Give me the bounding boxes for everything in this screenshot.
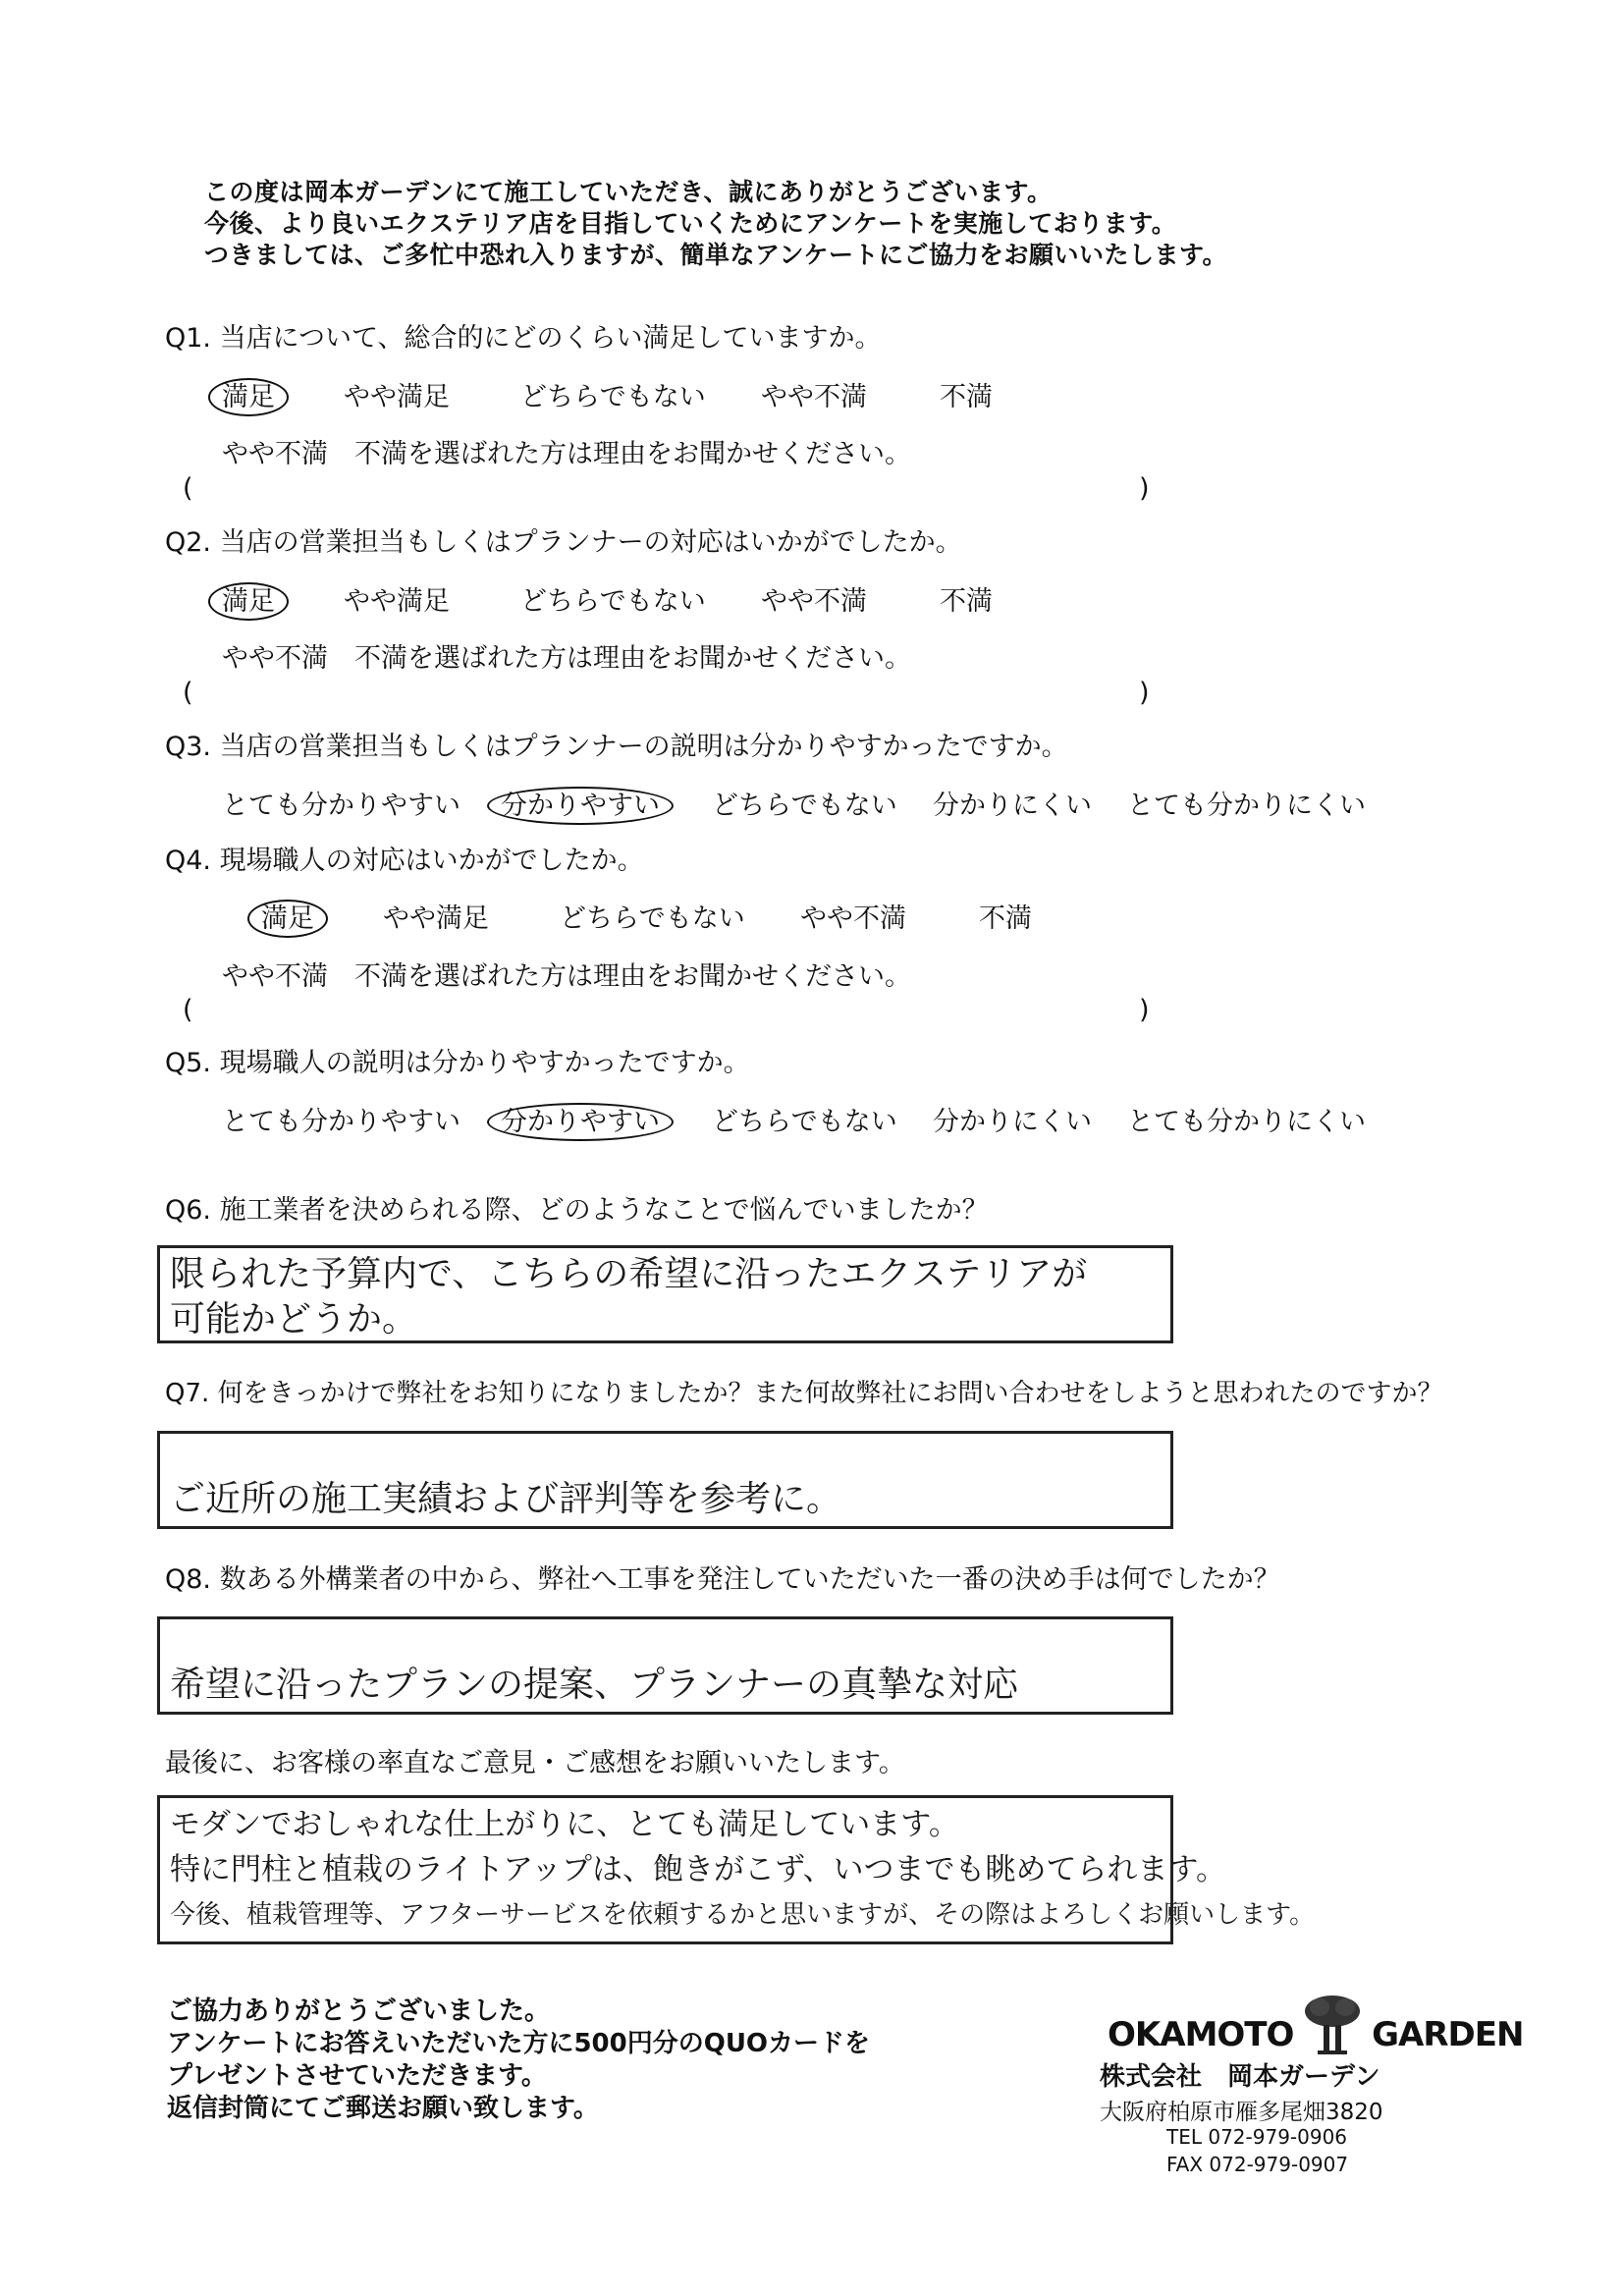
q2-question: Q2. 当店の営業担当もしくはプランナーの対応はいかがでしたか。 [165, 527, 962, 558]
q4-option-1[interactable] [261, 897, 328, 935]
q1-option-5[interactable]: 不満 [940, 382, 993, 412]
final-answer-line-3: 今後、植栽管理等、アフターサービスを依頼するかと思いますが、その際はよろしくお願いします。 [170, 1900, 1316, 1930]
intro-text [204, 177, 1227, 271]
intro-line-3: つきましては、ご多忙中恐れ入りますが、簡単なアンケートにご協力をお願いいたします。 [204, 241, 1228, 269]
q2-option-5[interactable]: 不満 [940, 586, 993, 617]
q6-answer-line-1: 限られた予算内で、こちらの希望に沿ったエクステリアが [170, 1254, 1088, 1294]
q5-option-1[interactable]: とても分かりやすい [222, 1107, 460, 1137]
company-logo [1108, 1994, 1523, 2054]
q2-option-3[interactable]: どちらでもない [520, 586, 706, 617]
selected-mark: 満足 [208, 582, 289, 621]
q6-answer-box[interactable] [157, 1245, 1173, 1343]
selected-mark: 分かりやすい [487, 1103, 674, 1141]
q1-question: Q1. 当店について、総合的にどのくらい満足していますか。 [165, 323, 882, 354]
q3-option-5[interactable]: とても分かりにくい [1127, 791, 1366, 821]
final-answer-line-2: 特に門柱と植栽のライトアップは、飽きがこず、いつまでも眺めてられます。 [170, 1852, 1227, 1887]
q5-option-3[interactable]: どちらでもない [712, 1107, 897, 1137]
q2-option-4[interactable]: やや不満 [761, 586, 867, 617]
q4-reason-prompt: やや不満 不満を選ばれた方は理由をお聞かせください。 [222, 961, 911, 992]
q4-paren-close: ) [1139, 995, 1150, 1025]
closing-line-2: アンケートにお答えいただいた方に500円分のQUOカードを [167, 2029, 871, 2058]
q3-question: Q3. 当店の営業担当もしくはプランナーの説明は分かりやすかったですか。 [165, 732, 1068, 762]
q4-option-5[interactable]: 不満 [979, 903, 1032, 934]
q3-option-4[interactable]: 分かりにくい [933, 791, 1092, 821]
q7-answer: ご近所の施工実績および評判等を参考に。 [170, 1479, 842, 1519]
q1-option-1[interactable] [222, 375, 289, 413]
q4-option-2[interactable]: やや満足 [383, 903, 489, 934]
logo-text-left: OKAMOTO [1108, 2015, 1294, 2054]
company-tel: TEL 072-979-0906 [1166, 2125, 1348, 2149]
selected-mark: 分かりやすい [487, 787, 674, 825]
q2-paren-close: ) [1139, 678, 1150, 708]
q1-option-2[interactable]: やや満足 [344, 382, 450, 412]
company-address: 大阪府柏原市雁多尾畑3820 [1100, 2100, 1383, 2125]
q3-option-2[interactable] [501, 784, 674, 822]
q5-option-5[interactable]: とても分かりにくい [1127, 1107, 1366, 1137]
q4-option-3[interactable]: どちらでもない [560, 903, 745, 934]
intro-line-2: 今後、より良いエクステリア店を目指していくためにアンケートを実施しております。 [204, 209, 1177, 238]
q1-reason-prompt: やや不満 不満を選ばれた方は理由をお聞かせください。 [222, 439, 911, 469]
closing-text [167, 1995, 870, 2125]
final-answer-line-1: モダンでおしゃれな仕上がりに、とても満足しています。 [170, 1807, 959, 1842]
q1-paren-open: ( [183, 473, 193, 504]
closing-line-1: ご協力ありがとうございました。 [167, 1996, 551, 2026]
q8-answer-box[interactable] [157, 1616, 1173, 1715]
q3-option-1[interactable]: とても分かりやすい [222, 791, 460, 821]
q6-answer-line-2: 可能かどうか。 [170, 1299, 418, 1339]
q4-question: Q4. 現場職人の対応はいかがでしたか。 [165, 846, 644, 876]
q7-answer-box[interactable] [157, 1431, 1173, 1529]
q1-option-3[interactable]: どちらでもない [520, 382, 706, 412]
company-name: 株式会社 岡本ガーデン [1100, 2062, 1380, 2092]
closing-line-4: 返信封筒にてご郵送お願い致します。 [167, 2094, 599, 2123]
closing-line-3: プレゼントさせていただきます。 [167, 2061, 547, 2091]
q5-option-2[interactable] [501, 1100, 674, 1138]
intro-line-1: この度は岡本ガーデンにて施工していただき、誠にありがとうございます。 [204, 178, 1053, 206]
q1-paren-close: ) [1139, 473, 1150, 504]
logo-text-right: GARDEN [1372, 2015, 1524, 2054]
q4-option-4[interactable]: やや不満 [800, 903, 906, 934]
q8-question: Q8. 数ある外構業者の中から、弊社へ工事を発注していただいた一番の決め手は何でしたか？ [165, 1564, 1280, 1595]
q5-option-4[interactable]: 分かりにくい [933, 1107, 1092, 1137]
selected-mark: 満足 [247, 900, 328, 938]
q2-option-2[interactable]: やや満足 [344, 586, 450, 617]
q4-paren-open: ( [183, 995, 193, 1025]
q1-option-4[interactable]: やや不満 [761, 382, 867, 412]
q6-question: Q6. 施工業者を決められる際、どのようなことで悩んでいましたか？ [165, 1195, 989, 1226]
q2-option-1[interactable] [222, 579, 289, 618]
tree-icon [1302, 1994, 1363, 2054]
q2-paren-open: ( [183, 678, 193, 708]
final-question: 最後に、お客様の率直なご意見・ご感想をお願いいたします。 [165, 1748, 905, 1778]
selected-mark: 満足 [208, 378, 289, 416]
q3-option-3[interactable]: どちらでもない [712, 791, 897, 821]
q7-question: Q7. 何をきっかけで弊社をお知りになりましたか？また何故弊社にお問い合わせをしようと思われたのですか？ [165, 1379, 1443, 1408]
q8-answer: 希望に沿ったプランの提案、プランナーの真摯な対応 [170, 1665, 1019, 1705]
company-fax: FAX 072-979-0907 [1166, 2153, 1349, 2176]
final-answer-box[interactable] [157, 1795, 1316, 1944]
q5-question: Q5. 現場職人の説明は分かりやすかったですか。 [165, 1048, 750, 1078]
q2-reason-prompt: やや不満 不満を選ばれた方は理由をお聞かせください。 [222, 643, 911, 674]
